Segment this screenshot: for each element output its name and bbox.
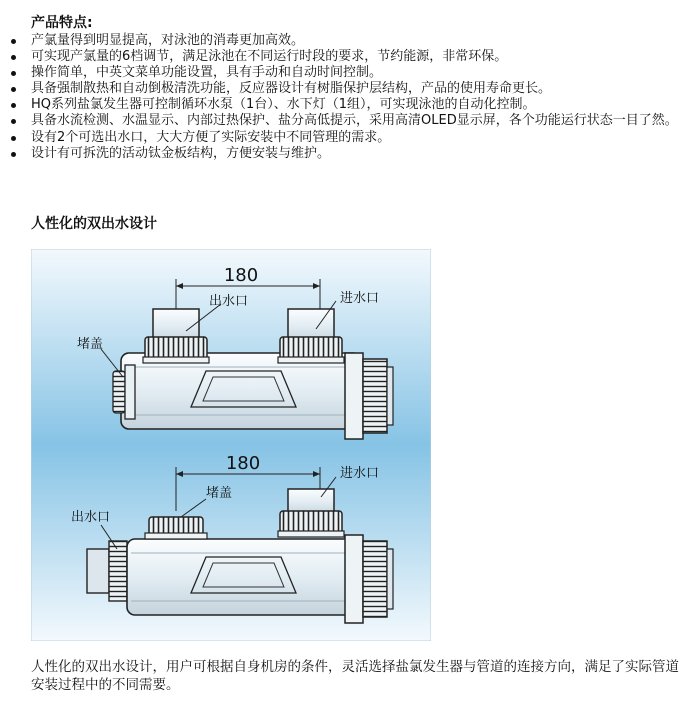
features-title: 产品特点: (31, 15, 93, 31)
feature-item: 设有2个可选出水口，大大方便了实际安装中不同管理的需求。 (0, 130, 690, 146)
feature-item: HQ系列盐氯发生器可控制循环水泵（1台）、水下灯（1组），可实现泳池的自动化控制。 (0, 97, 690, 113)
label-cap-bottom: 堵盖 (206, 486, 233, 501)
label-outlet-bottom: 出水口 (71, 510, 111, 525)
design-title: 人性化的双出水设计 (31, 216, 157, 232)
feature-item: 具备水流检测、水温显示、内部过热保护、盐分高低提示，采用高清OLED显示屏，各个功能运行状态一目了然。 (0, 113, 690, 129)
feature-item: 具备强制散热和自动倒极清洗功能，反应器设计有树脂保护层结构，产品的使用寿命更长。 (0, 81, 690, 97)
feature-item: 产氯量得到明显提高，对泳池的消毒更加高效。 (0, 33, 690, 49)
label-cap-top: 堵盖 (77, 337, 104, 352)
feature-list (0, 33, 690, 162)
label-inlet-top: 进水口 (340, 291, 380, 306)
feature-item: 可实现产氯量的6档调节，满足泳池在不同运行时段的要求，节约能源，非常环保。 (0, 49, 690, 65)
diagram-svg (31, 249, 431, 641)
feature-item: 设计有可拆洗的活动钛金板结构，方便安装与维护。 (0, 146, 690, 162)
dual-outlet-diagram (31, 249, 431, 641)
feature-item: 操作简单，中英文菜单功能设置，具有手动和自动时间控制。 (0, 65, 690, 81)
dimension-bottom-value: 180 (225, 453, 261, 474)
label-outlet-top: 出水口 (209, 294, 249, 309)
dimension-top-value: 180 (223, 265, 259, 286)
label-inlet-bottom: 进水口 (340, 466, 380, 481)
design-caption: 人性化的双出水设计，用户可根据自身机房的条件，灵活选择盐氯发生器与管道的连接方向，满足了实际管道安装过程中的不同需要。 (31, 659, 679, 693)
